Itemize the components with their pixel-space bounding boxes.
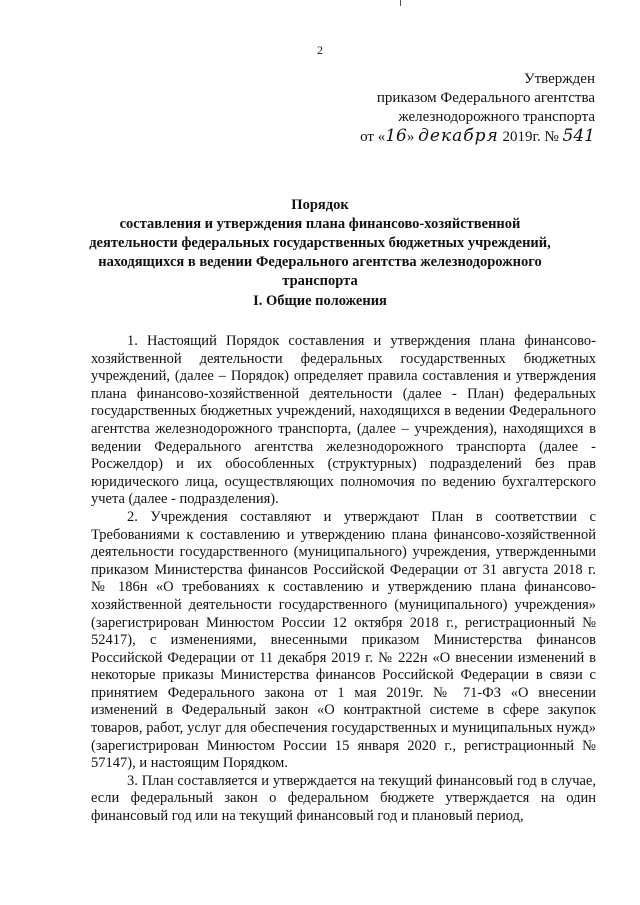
approval-block bbox=[350, 70, 595, 147]
date-year: 2019г. № bbox=[498, 129, 563, 145]
approval-line-approved: Утвержден bbox=[523, 71, 595, 87]
section-heading: I. Общие положения bbox=[253, 293, 387, 309]
handwritten-day: 16 bbox=[385, 126, 407, 146]
scan-mark bbox=[400, 0, 401, 6]
page-number: 2 bbox=[317, 43, 323, 57]
title-line-4: находящихся в ведении Федерального агентства железнодорожного bbox=[98, 254, 542, 270]
date-prefix: от « bbox=[360, 129, 386, 145]
document-title bbox=[80, 196, 560, 291]
handwritten-month: декабря bbox=[418, 126, 499, 146]
title-line-1: Порядок bbox=[291, 197, 349, 213]
paragraph-1: 1. Настоящий Порядок составления и утверждения плана финансово-хозяйственной деятельности федеральных государственных бюджетных учреждений, (далее – Порядок) определяет правила составления и утверждения плана финансово-хозяйственной деятельности (далее - План) федеральных государственных бюджетных учреждений, находящихся в ведении Федерального агентства железнодорожного транспорта, (далее – учреждения), находящихся в ведении Федерального агентства железнодорожного транспорта (далее - Росжелдор) и их обособленных (структурных) подразделений без прав юридического лица, осуществляющих полномочия по ведению бухгалтерского учета (далее - подразделения). bbox=[91, 333, 596, 508]
approval-line-order: приказом Федерального агентства bbox=[376, 90, 595, 106]
paragraph-2: 2. Учреждения составляют и утверждают План в соответствии с Требованиями к составлению и утверждению плана финансово-хозяйственной деятельности государственного (муниципального) учреждения, утвержденными приказом Министерства финансов Российской Федерации от 31 августа 2018 г. № 186н «О требованиях к составлению и утверждению плана финансово-хозяйственной деятельности государственного (муниципального) учреждения» (зарегистрирован Минюстом России 12 октября 2018 г., регистрационный № 52417), с изменениями, внесенными приказом Министерства финансов Российской Федерации от 11 декабря 2019 г. № 222н «О внесении изменений в некоторые приказы Министерства финансов Российской Федерации в связи с принятием Федерального закона от 1 мая 2019г. № 71-ФЗ «О внесении изменений в Федеральный закон «О контрактной системе в сфере закупок товаров, работ, услуг для обеспечения государственных и муниципальных нужд» (зарегистрирован Минюстом России 15 января 2020 г., регистрационный № 57147), и настоящим Порядком. bbox=[91, 508, 596, 772]
handwritten-order-number: 541 bbox=[562, 126, 595, 146]
paragraph-3: 3. План составляется и утверждается на текущий финансовый год в случае, если федеральный закон о федеральном бюджете утверждается на один финансовый год или на текущий финансовый год и плановый период, bbox=[91, 772, 596, 825]
title-line-2: составления и утверждения плана финансово-хозяйственной bbox=[119, 216, 521, 232]
title-line-3: деятельности федеральных государственных бюджетных учреждений, bbox=[89, 235, 551, 251]
approval-line-agency: железнодорожного транспорта bbox=[398, 109, 595, 125]
body-text bbox=[91, 333, 596, 826]
approval-date-line bbox=[350, 127, 595, 147]
date-separator: » bbox=[406, 129, 419, 145]
title-line-5: транспорта bbox=[282, 273, 358, 289]
